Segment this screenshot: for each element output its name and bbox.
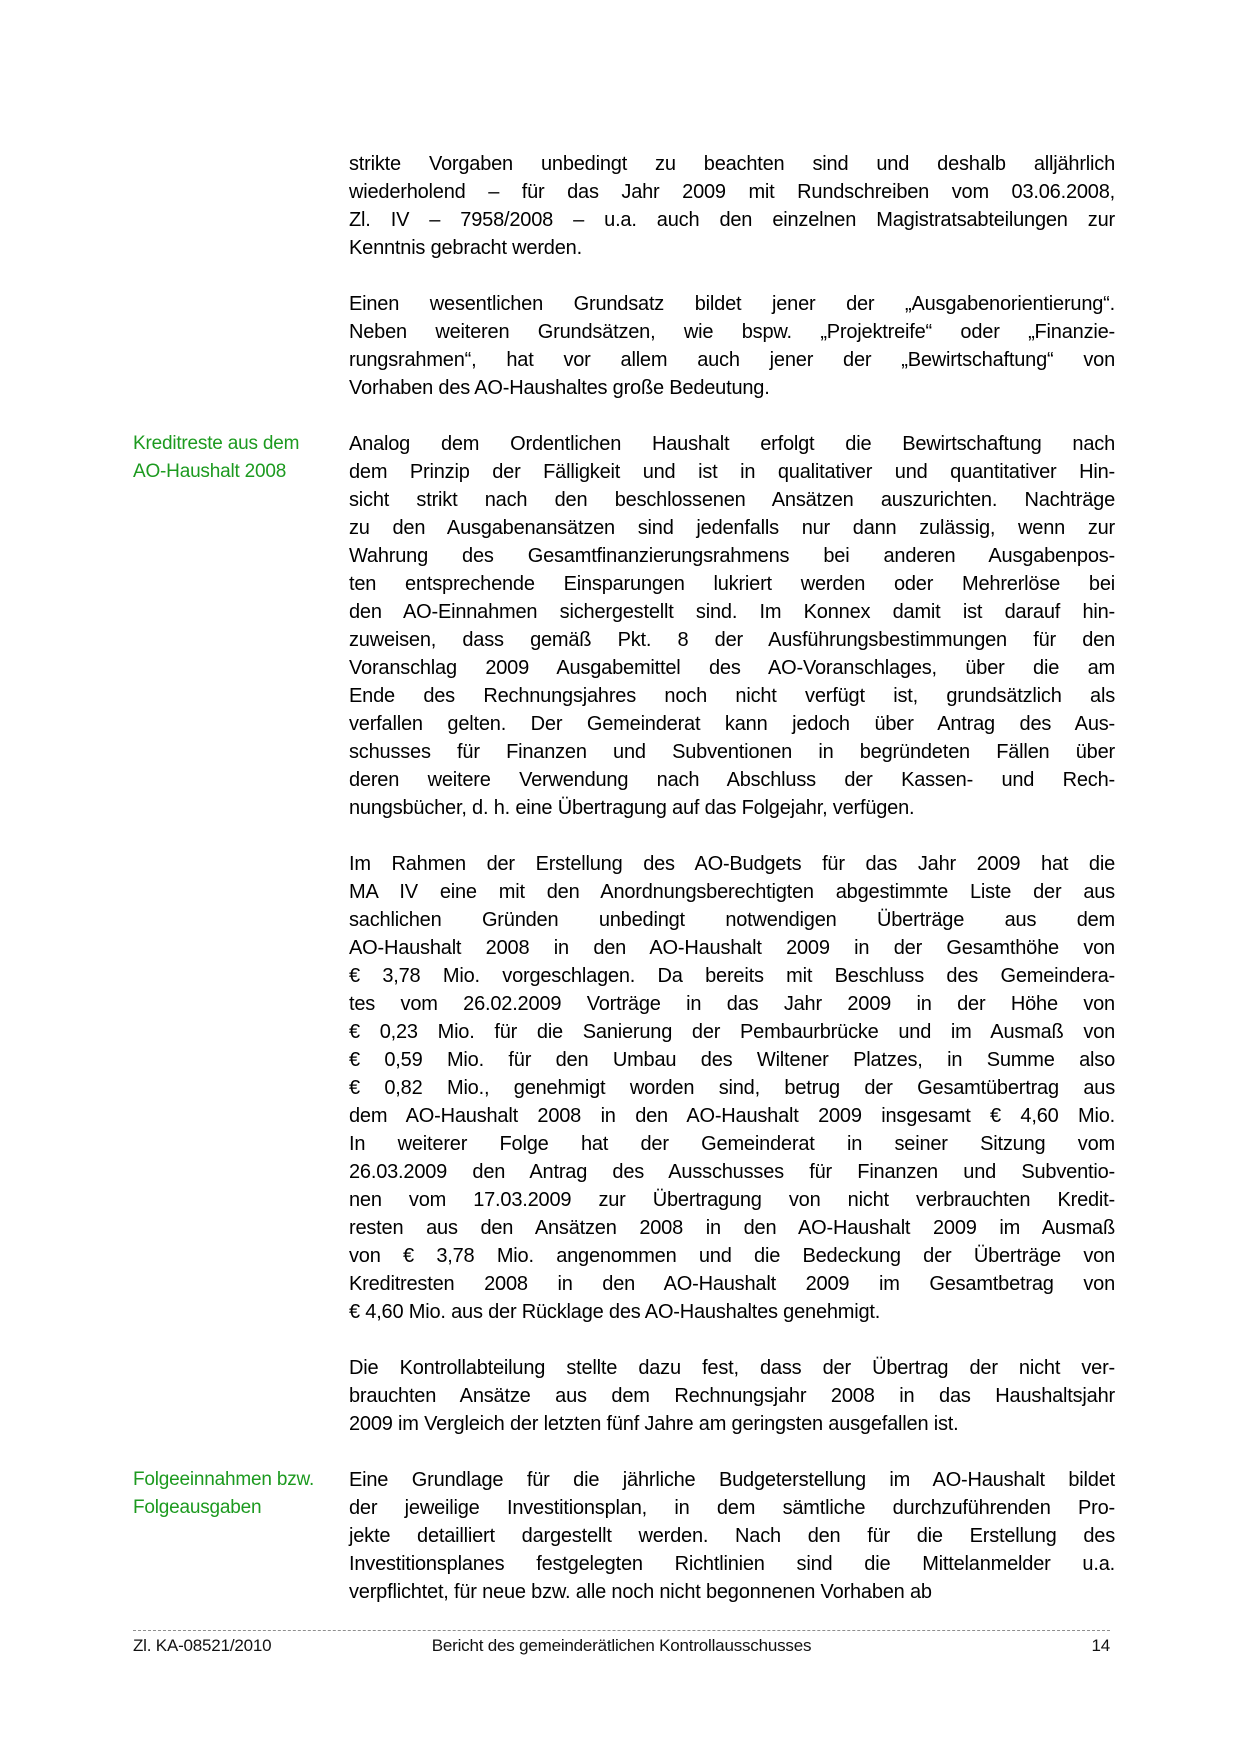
text-line: verpflichtet, für neue bzw. alle noch nicht begonnenen Vorhaben ab [349, 1581, 932, 1603]
text-line: MA IV eine mit den Anordnungsberechtigten abgestimmte Liste der aus [349, 881, 1115, 903]
paragraph-block [0, 290, 1240, 402]
text-line: Kreditresten 2008 in den AO-Haushalt 2009 im Gesamtbetrag von [349, 1273, 1115, 1295]
text-line: von € 3,78 Mio. angenommen und die Bedeckung der Überträge von [349, 1245, 1115, 1267]
margin-label-line: Folgeeinnahmen bzw. [133, 1469, 315, 1490]
text-line: verfallen gelten. Der Gemeinderat kann jedoch über Antrag des Aus- [349, 713, 1115, 735]
margin-label [133, 1466, 345, 1522]
text-line: sachlichen Gründen unbedingt notwendigen Überträge aus dem [349, 909, 1115, 931]
text-line: tes vom 26.02.2009 Vorträge in das Jahr 2009 in der Höhe von [349, 993, 1115, 1015]
margin-label-line: Folgeausgaben [133, 1497, 262, 1518]
paragraph [349, 150, 1115, 262]
margin-label-line: AO-Haushalt 2008 [133, 461, 287, 482]
footer-page-number: 14 [1091, 1636, 1110, 1655]
text-line: Die Kontrollabteilung stellte dazu fest, dass der Übertrag der nicht ver- [349, 1357, 1115, 1379]
text-line: Im Rahmen der Erstellung des AO-Budgets für das Jahr 2009 hat die [349, 853, 1115, 875]
text-line: Neben weiteren Grundsätzen, wie bspw. „Projektreife“ oder „Finanzie- [349, 321, 1115, 343]
margin-label [133, 430, 345, 486]
text-line: € 4,60 Mio. aus der Rücklage des AO-Haushaltes genehmigt. [349, 1301, 881, 1323]
footer-document-title: Bericht des gemeinderätlichen Kontrollausschusses [431, 1636, 812, 1655]
text-line: € 0,23 Mio. für die Sanierung der Pembaurbrücke und im Ausmaß von [349, 1021, 1115, 1043]
text-line: AO-Haushalt 2008 in den AO-Haushalt 2009 in der Gesamthöhe von [349, 937, 1115, 959]
text-line: Ende des Rechnungsjahres noch nicht verfügt ist, grundsätzlich als [349, 685, 1115, 707]
text-line: Wahrung des Gesamtfinanzierungsrahmens bei anderen Ausgabenpos- [349, 545, 1115, 567]
footer-document-number: Zl. KA-08521/2010 [133, 1636, 272, 1655]
paragraph [349, 1354, 1115, 1438]
paragraph [349, 290, 1115, 402]
text-line: rungsrahmen“, hat vor allem auch jener der „Bewirtschaftung“ von [349, 349, 1115, 371]
text-line: € 3,78 Mio. vorgeschlagen. Da bereits mit Beschluss des Gemeindera- [349, 965, 1115, 987]
text-line: schusses für Finanzen und Subventionen in begründeten Fällen über [349, 741, 1115, 763]
text-line: jekte detailliert dargestellt werden. Nach den für die Erstellung des [349, 1525, 1115, 1547]
text-line: sicht strikt nach den beschlossenen Ansätzen auszurichten. Nachträge [349, 489, 1115, 511]
page-footer [133, 1630, 1110, 1657]
text-line: Eine Grundlage für die jährliche Budgeterstellung im AO-Haushalt bildet [349, 1469, 1115, 1491]
paragraph-block [0, 850, 1240, 1326]
content [0, 150, 1240, 1634]
text-line: Vorhaben des AO-Haushaltes große Bedeutung. [349, 377, 770, 399]
text-line: wiederholend – für das Jahr 2009 mit Rundschreiben vom 03.06.2008, [349, 181, 1115, 203]
text-line: 26.03.2009 den Antrag des Ausschusses für Finanzen und Subventio- [349, 1161, 1115, 1183]
paragraph [349, 850, 1115, 1326]
text-line: ten entsprechende Einsparungen lukriert werden oder Mehrerlöse bei [349, 573, 1115, 595]
paragraph-block [0, 430, 1240, 822]
text-line: brauchten Ansätze aus dem Rechnungsjahr 2008 in das Haushaltsjahr [349, 1385, 1115, 1407]
text-line: Analog dem Ordentlichen Haushalt erfolgt die Bewirtschaftung nach [349, 433, 1115, 455]
text-line: dem Prinzip der Fälligkeit und ist in qualitativer und quantitativer Hin- [349, 461, 1115, 483]
paragraph-block [0, 1354, 1240, 1438]
text-line: € 0,59 Mio. für den Umbau des Wiltener Platzes, in Summe also [349, 1049, 1115, 1071]
text-line: € 0,82 Mio., genehmigt worden sind, betrug der Gesamtübertrag aus [349, 1077, 1115, 1099]
text-line: Zl. IV – 7958/2008 – u.a. auch den einzelnen Magistratsabteilungen zur [349, 209, 1115, 231]
text-line: strikte Vorgaben unbedingt zu beachten sind und deshalb alljährlich [349, 153, 1115, 175]
text-line: resten aus den Ansätzen 2008 in den AO-Haushalt 2009 im Ausmaß [349, 1217, 1115, 1239]
text-line: Kenntnis gebracht werden. [349, 237, 582, 259]
paragraph-block [0, 150, 1240, 262]
paragraph-block [0, 1466, 1240, 1606]
text-line: Voranschlag 2009 Ausgabemittel des AO-Voranschlages, über die am [349, 657, 1115, 679]
text-line: zuweisen, dass gemäß Pkt. 8 der Ausführungsbestimmungen für den [349, 629, 1115, 651]
text-line: In weiterer Folge hat der Gemeinderat in seiner Sitzung vom [349, 1133, 1115, 1155]
paragraph [349, 1466, 1115, 1606]
margin-label-line: Kreditreste aus dem [133, 433, 300, 454]
text-line: nungsbücher, d. h. eine Übertragung auf das Folgejahr, verfügen. [349, 797, 915, 819]
text-line: Einen wesentlichen Grundsatz bildet jener der „Ausgabenorientierung“. [349, 293, 1115, 315]
text-line: deren weitere Verwendung nach Abschluss der Kassen- und Rech- [349, 769, 1115, 791]
text-line: den AO-Einnahmen sichergestellt sind. Im Konnex damit ist darauf hin- [349, 601, 1115, 623]
text-line: nen vom 17.03.2009 zur Übertragung von nicht verbrauchten Kredit- [349, 1189, 1115, 1211]
paragraph [349, 430, 1115, 822]
text-line: Investitionsplanes festgelegten Richtlinien sind die Mittelanmelder u.a. [349, 1553, 1115, 1575]
text-line: zu den Ausgabenansätzen sind jedenfalls nur dann zulässig, wenn zur [349, 517, 1115, 539]
text-line: 2009 im Vergleich der letzten fünf Jahre am geringsten ausgefallen ist. [349, 1413, 959, 1435]
text-line: dem AO-Haushalt 2008 in den AO-Haushalt 2009 insgesamt € 4,60 Mio. [349, 1105, 1115, 1127]
text-line: der jeweilige Investitionsplan, in dem sämtliche durchzuführenden Pro- [349, 1497, 1115, 1519]
